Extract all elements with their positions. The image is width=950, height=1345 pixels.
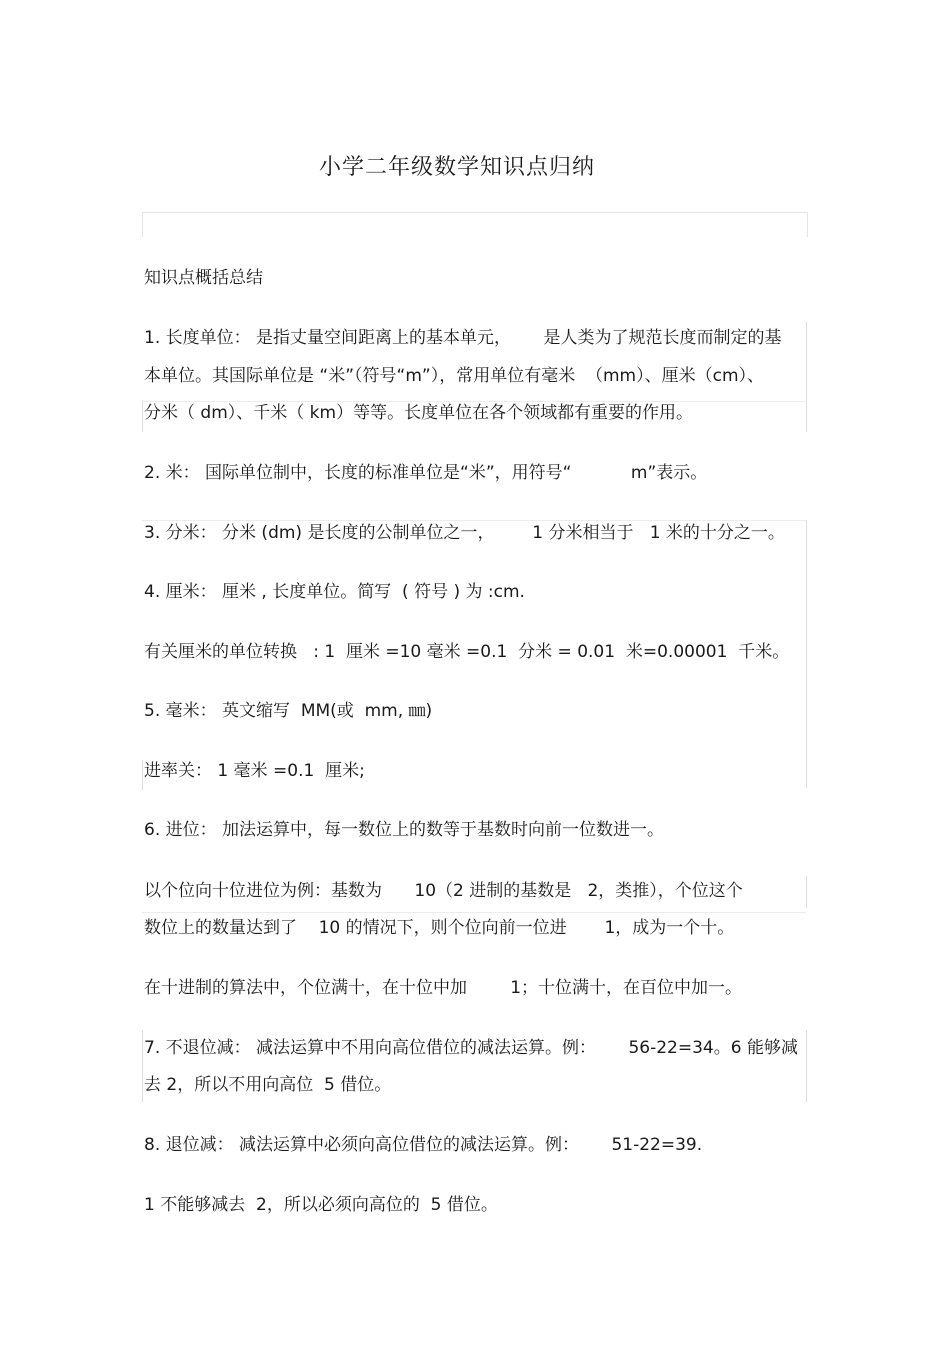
section-heading: 知识点概括总结 [144, 268, 263, 288]
paragraph-line: 去 2，所以不用向高位 5 借位。 [144, 1075, 392, 1095]
paragraph-line: 1 不能够减去 2，所以必须向高位的 5 借位。 [144, 1195, 498, 1215]
paragraph-line: 8. 退位减： 减法运算中必须向高位借位的减法运算。例： 51-22=39. [144, 1135, 703, 1155]
paragraph-line: 2. 米： 国际单位制中，长度的标准单位是“米”，用符号“ m”表示。 [144, 463, 708, 483]
paragraph-line: 6. 进位： 加法运算中，每一数位上的数等于基数时向前一位数进一。 [144, 820, 665, 840]
frame-line [142, 760, 143, 790]
frame-line [806, 876, 807, 908]
frame-line [806, 322, 807, 432]
paragraph-line: 以个位向十位进位为例：基数为 10（2 进制的基数是 2，类推），个位这个 [144, 881, 743, 901]
paragraph-line: 4. 厘米： 厘米 , 长度单位。简写 ( 符号 ) 为 :cm. [144, 582, 525, 602]
frame-line [142, 400, 143, 432]
paragraph-line: 7. 不退位减： 减法运算中不用向高位借位的减法运算。例： 56-22=34。6 能够减 [144, 1038, 798, 1058]
paragraph-line: 本单位。其国际单位是 “米”（符号“m”），常用单位有毫米 （mm）、厘米（cm）、 [144, 366, 765, 386]
paragraph-line: 1. 长度单位： 是指丈量空间距离上的基本单元， 是人类为了规范长度而制定的基 [144, 328, 782, 348]
frame-line [142, 1030, 143, 1102]
frame-line [142, 912, 806, 913]
paragraph-line: 在十进制的算法中，个位满十，在十位中加 1；十位满十，在百位中加一。 [144, 978, 743, 998]
document-title: 小学二年级数学知识点归纳 [318, 155, 595, 180]
paragraph-line: 数位上的数量达到了 10 的情况下，则个位向前一位进 1，成为一个十。 [144, 918, 735, 938]
frame-line [806, 520, 807, 788]
paragraph-line: 分米（ dm）、千米（ km）等等。长度单位在各个领域都有重要的作用。 [144, 403, 694, 423]
header-frame [142, 212, 808, 237]
paragraph-line: 进率关： 1 毫米 =0.1 厘米; [144, 761, 365, 781]
frame-line [806, 1030, 807, 1102]
paragraph-line: 有关厘米的单位转换 : 1 厘米 =10 毫米 =0.1 分米 = 0.01 米=0.00001 千米。 [144, 642, 790, 662]
paragraph-line: 5. 毫米： 英文缩写 MM(或 mm, ㎜) [144, 701, 433, 721]
paragraph-line: 3. 分米： 分米 (dm) 是长度的公制单位之一， 1 分米相当于 1 米的十分之一。 [144, 523, 785, 543]
